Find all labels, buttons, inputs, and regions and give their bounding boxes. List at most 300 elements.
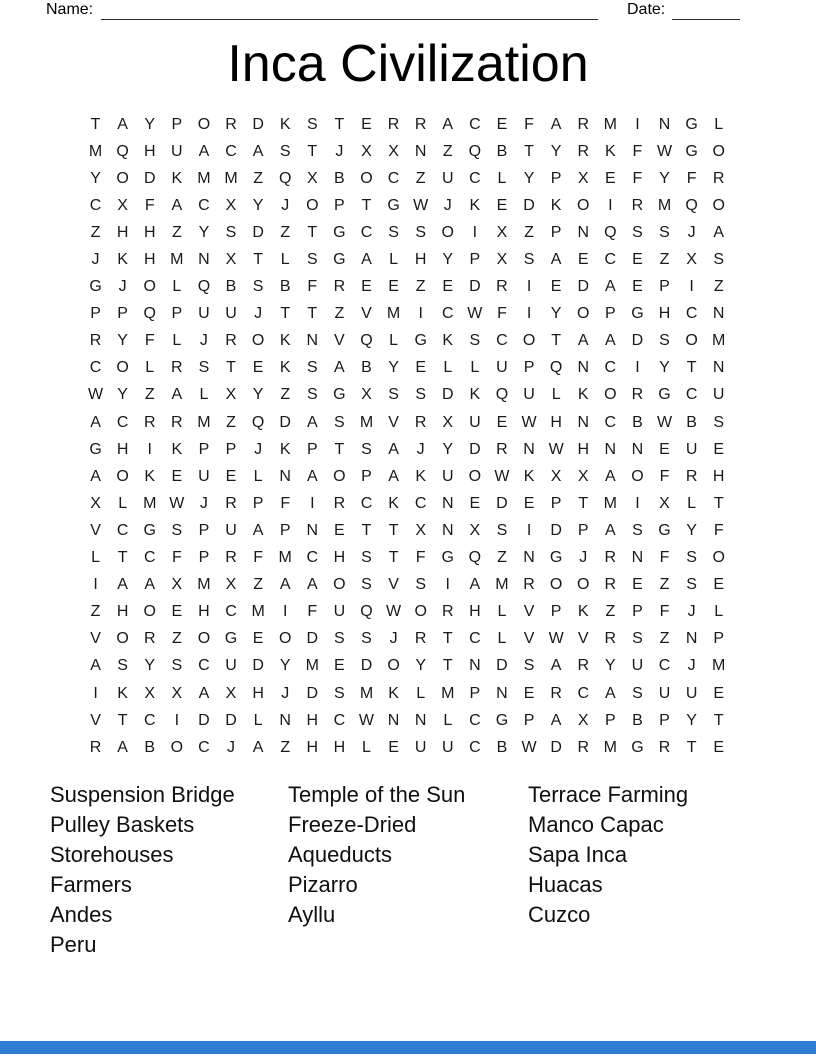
grid-letter: K (279, 332, 291, 350)
grid-letter: X (361, 386, 372, 404)
grid-letter: Q (116, 142, 129, 160)
grid-letter: I (526, 278, 532, 296)
grid-letter: V (90, 711, 101, 729)
grid-letter: Z (524, 223, 534, 241)
grid-letter: Y (442, 440, 454, 458)
grid-letter: C (469, 169, 481, 187)
grid-letter: C (469, 630, 481, 648)
grid-letter: X (469, 521, 481, 539)
grid-letter: F (632, 169, 643, 187)
grid-letter: T (388, 549, 399, 567)
grid-letter: E (171, 467, 183, 485)
grid-letter: V (90, 630, 101, 648)
grid-letter: T (388, 521, 399, 539)
grid-letter: A (442, 115, 454, 133)
grid-letter: S (117, 657, 128, 675)
grid-letter: O (197, 115, 211, 133)
grid-letter: E (334, 657, 345, 675)
grid-letter: M (712, 332, 726, 350)
grid-letter: K (604, 142, 616, 160)
grid-letter: K (279, 115, 291, 133)
grid-letter: Q (495, 386, 509, 404)
grid-letter: S (306, 115, 318, 133)
grid-letter: E (713, 684, 725, 702)
grid-letter: R (333, 278, 346, 296)
word-list-column-2 (288, 780, 465, 930)
word-item: Manco Capac (528, 812, 664, 837)
grid-letter: Q (278, 169, 292, 187)
grid-letter: A (198, 142, 210, 160)
grid-letter: N (631, 440, 644, 458)
grid-letter: K (171, 440, 183, 458)
grid-letter: V (361, 305, 372, 323)
grid-letter: H (116, 603, 129, 621)
grid-letter: L (253, 711, 263, 729)
grid-letter: J (281, 684, 290, 702)
grid-letter: Q (251, 413, 265, 431)
grid-letter: J (416, 440, 425, 458)
grid-letter: M (278, 549, 292, 567)
grid-letter: C (469, 711, 481, 729)
grid-letter: C (360, 223, 373, 241)
grid-letter: X (550, 467, 562, 485)
grid-letter: C (116, 413, 129, 431)
grid-letter: H (414, 251, 427, 269)
grid-letter: D (577, 278, 590, 296)
word-list-column-1 (50, 780, 235, 960)
grid-letter: R (171, 359, 183, 377)
grid-letter: L (497, 603, 507, 621)
grid-letter: K (171, 169, 183, 187)
grid-letter: N (469, 657, 481, 675)
grid-letter: J (199, 332, 208, 350)
grid-letter: E (577, 251, 589, 269)
grid-letter: G (549, 549, 563, 567)
grid-letter: H (116, 440, 129, 458)
grid-letter: O (333, 576, 346, 594)
grid-letter: L (497, 169, 507, 187)
grid-letter: U (496, 359, 508, 377)
grid-letter: R (387, 115, 400, 133)
grid-letter: L (172, 278, 182, 296)
page-title: Inca Civilization (227, 35, 589, 93)
grid-letter: J (687, 603, 696, 621)
grid-letter: P (523, 359, 535, 377)
word-item: Ayllu (288, 902, 336, 927)
grid-letter: L (91, 549, 100, 567)
grid-letter: R (577, 115, 590, 133)
grid-letter: P (550, 169, 562, 187)
grid-letter: Z (713, 278, 724, 296)
grid-letter: H (252, 684, 264, 702)
grid-letter: J (579, 549, 588, 567)
grid-letter: D (198, 711, 210, 729)
grid-letter: Z (442, 142, 453, 160)
grid-letter: T (307, 223, 318, 241)
grid-letter: C (604, 413, 617, 431)
grid-letter: T (524, 142, 534, 160)
grid-letter: L (389, 251, 399, 269)
grid-letter: O (116, 359, 129, 377)
grid-letter: N (306, 332, 319, 350)
grid-letter: Q (360, 603, 373, 621)
grid-letter: N (712, 359, 725, 377)
grid-letter: D (252, 115, 264, 133)
grid-letter: S (659, 223, 670, 241)
grid-letter: P (90, 305, 101, 323)
grid-letter: U (658, 684, 671, 702)
grid-letter: S (523, 657, 535, 675)
grid-letter: J (118, 278, 127, 296)
grid-letter: F (497, 305, 507, 323)
grid-letter: T (334, 440, 345, 458)
grid-letter: M (359, 684, 374, 702)
grid-letter: D (469, 278, 481, 296)
grid-letter: O (577, 196, 590, 214)
grid-letter: U (469, 413, 481, 431)
grid-letter: R (577, 142, 590, 160)
grid-letter: B (225, 278, 237, 296)
grid-letter: N (577, 413, 590, 431)
grid-letter: X (225, 251, 237, 269)
grid-letter: M (495, 576, 509, 594)
grid-letter: S (225, 223, 237, 241)
grid-letter: N (279, 467, 291, 485)
grid-letter: J (254, 440, 263, 458)
grid-letter: Y (604, 657, 616, 675)
grid-letter: M (603, 494, 617, 512)
grid-letter: H (333, 738, 346, 756)
grid-letter: C (333, 711, 346, 729)
grid-letter: H (712, 467, 725, 485)
grid-letter: O (712, 142, 725, 160)
grid-letter: A (604, 684, 616, 702)
grid-letter: V (388, 413, 399, 431)
grid-letter: T (578, 494, 589, 512)
grid-letter: S (334, 413, 345, 431)
grid-letter: R (604, 549, 617, 567)
grid-letter: Z (605, 603, 616, 621)
grid-letter: G (631, 305, 644, 323)
grid-letter: L (497, 630, 507, 648)
grid-letter: J (91, 251, 100, 269)
grid-letter: L (714, 603, 724, 621)
grid-letter: X (496, 223, 508, 241)
grid-letter: R (89, 332, 102, 350)
grid-letter: U (523, 386, 535, 404)
grid-letter: H (306, 711, 319, 729)
grid-letter: Y (523, 169, 535, 187)
grid-letter: M (224, 169, 238, 187)
grid-letter: D (631, 332, 644, 350)
grid-letter: N (631, 549, 644, 567)
grid-letter: I (635, 115, 640, 133)
grid-letter: O (631, 467, 644, 485)
grid-letter: P (577, 521, 589, 539)
grid-letter: R (225, 494, 237, 512)
grid-letter: N (712, 305, 725, 323)
grid-letter: G (89, 278, 102, 296)
grid-letter: E (550, 278, 562, 296)
word-item: Storehouses (50, 842, 174, 867)
name-blank-line (101, 0, 598, 20)
grid-letter: E (632, 278, 643, 296)
grid-letter: E (252, 630, 264, 648)
grid-letter: K (523, 467, 535, 485)
grid-letter: E (632, 576, 643, 594)
grid-letter: C (198, 196, 210, 214)
grid-letter: O (143, 278, 156, 296)
grid-letter: N (279, 711, 291, 729)
grid-letter: R (89, 738, 102, 756)
grid-letter: R (604, 630, 617, 648)
grid-letter: C (198, 738, 210, 756)
grid-letter: T (117, 711, 128, 729)
grid-letter: G (658, 386, 671, 404)
grid-letter: S (686, 549, 697, 567)
grid-letter: V (523, 630, 535, 648)
grid-letter: O (197, 630, 211, 648)
grid-letter: C (685, 386, 698, 404)
grid-letter: H (577, 440, 590, 458)
grid-letter: I (445, 576, 450, 594)
grid-letter: Y (686, 521, 697, 539)
grid-letter: W (413, 196, 429, 214)
grid-letter: Y (198, 223, 210, 241)
grid-letter: K (469, 386, 481, 404)
grid-letter: T (713, 711, 724, 729)
grid-letter: U (414, 738, 427, 756)
grid-letter: L (687, 494, 697, 512)
grid-letter: H (658, 305, 671, 323)
grid-letter: C (89, 359, 102, 377)
grid-letter: D (550, 738, 562, 756)
grid-letter: R (441, 603, 454, 621)
grid-letter: X (90, 494, 101, 512)
grid-letter: W (548, 440, 564, 458)
grid-letter: N (523, 440, 535, 458)
grid-letter: B (632, 413, 643, 431)
grid-letter: S (171, 521, 183, 539)
grid-letter: K (279, 440, 291, 458)
grid-letter: X (361, 142, 372, 160)
grid-letter: R (143, 630, 156, 648)
grid-letter: R (550, 684, 562, 702)
grid-letter: M (305, 657, 319, 675)
grid-letter: S (334, 630, 345, 648)
grid-letter: E (713, 576, 725, 594)
grid-letter: X (577, 711, 589, 729)
grid-letter: G (441, 549, 454, 567)
grid-letter: Z (415, 278, 426, 296)
grid-letter: L (443, 359, 453, 377)
grid-letter: S (415, 386, 426, 404)
grid-letter: O (251, 332, 265, 350)
grid-letter: R (631, 196, 644, 214)
word-item: Pulley Baskets (50, 812, 195, 837)
grid-letter: L (253, 467, 263, 485)
grid-letter: M (197, 576, 211, 594)
grid-letter: X (144, 684, 156, 702)
grid-letter: O (522, 332, 536, 350)
grid-letter: I (93, 576, 98, 594)
grid-letter: O (306, 196, 319, 214)
grid-letter: M (88, 142, 103, 160)
grid-letter: L (714, 115, 724, 133)
grid-letter: N (577, 223, 590, 241)
grid-letter: F (713, 521, 724, 539)
grid-letter: S (686, 576, 697, 594)
grid-letter: G (631, 738, 644, 756)
word-item: Andes (50, 902, 113, 927)
grid-letter: G (143, 521, 156, 539)
grid-letter: O (549, 576, 563, 594)
grid-letter: E (225, 467, 237, 485)
grid-letter: T (442, 657, 453, 675)
grid-letter: I (93, 684, 98, 702)
grid-letter: Y (117, 332, 128, 350)
grid-letter: M (143, 494, 157, 512)
grid-letter: A (550, 657, 562, 675)
grid-letter: H (333, 549, 346, 567)
grid-letter: T (226, 359, 236, 377)
grid-letter: Y (442, 251, 454, 269)
grid-letter: E (659, 440, 670, 458)
grid-letter: P (171, 305, 183, 323)
grid-letter: A (252, 142, 264, 160)
grid-letter: C (604, 251, 617, 269)
grid-letter: D (496, 494, 508, 512)
grid-letter: Z (253, 169, 263, 187)
grid-letter: R (685, 467, 698, 485)
grid-letter: N (414, 711, 427, 729)
grid-letter: Y (659, 359, 670, 377)
grid-letter: Y (252, 386, 264, 404)
grid-letter: S (306, 359, 318, 377)
grid-letter: X (225, 576, 237, 594)
grid-letter: Z (280, 386, 291, 404)
grid-letter: I (689, 278, 694, 296)
grid-letter: Y (550, 142, 562, 160)
grid-letter: F (659, 603, 670, 621)
grid-letter: E (442, 278, 454, 296)
grid-letter: P (279, 521, 291, 539)
grid-letter: K (415, 467, 426, 485)
grid-letter: J (687, 657, 696, 675)
grid-letter: K (388, 494, 399, 512)
grid-letter: U (685, 684, 698, 702)
grid-letter: F (659, 467, 670, 485)
grid-letter: S (415, 576, 426, 594)
grid-letter: F (307, 278, 318, 296)
grid-letter: I (635, 494, 640, 512)
grid-letter: J (335, 142, 344, 160)
grid-letter: L (443, 711, 453, 729)
grid-letter: S (279, 142, 291, 160)
grid-letter: N (198, 251, 210, 269)
grid-letter: E (334, 521, 345, 539)
grid-letter: A (713, 223, 725, 241)
grid-letter: L (172, 332, 182, 350)
grid-letter: I (418, 305, 423, 323)
grid-letter: O (170, 738, 184, 756)
grid-letter: F (144, 332, 155, 350)
grid-letter: I (526, 521, 532, 539)
grid-letter: Q (360, 332, 373, 350)
grid-letter: E (604, 169, 616, 187)
grid-letter: C (225, 603, 237, 621)
grid-letter: X (442, 413, 454, 431)
grid-letter: F (686, 169, 697, 187)
grid-letter: Z (171, 223, 182, 241)
word-item: Peru (50, 932, 97, 957)
grid-letter: E (252, 359, 264, 377)
grid-letter: O (360, 169, 373, 187)
grid-letter: R (631, 386, 644, 404)
grid-letter: M (441, 684, 455, 702)
grid-letter: U (198, 467, 210, 485)
grid-letter: H (469, 603, 481, 621)
grid-letter: G (224, 630, 238, 648)
grid-letter: J (227, 738, 236, 756)
word-item: Farmers (50, 872, 132, 897)
grid-letter: L (199, 386, 209, 404)
grid-letter: V (577, 630, 589, 648)
grid-letter: A (252, 738, 264, 756)
grid-letter: F (171, 549, 182, 567)
grid-letter: U (441, 738, 454, 756)
grid-letter: P (306, 440, 318, 458)
grid-letter: G (685, 115, 698, 133)
grid-letter: A (117, 738, 128, 756)
grid-letter: K (469, 196, 481, 214)
grid-letter: Z (171, 630, 182, 648)
grid-letter: P (469, 684, 481, 702)
word-list-column-3 (528, 780, 688, 930)
grid-letter: A (550, 115, 562, 133)
grid-letter: Z (280, 223, 291, 241)
grid-letter: E (361, 278, 372, 296)
grid-letter: N (441, 521, 454, 539)
grid-letter: N (577, 359, 590, 377)
grid-letter: R (414, 630, 427, 648)
grid-letter: F (524, 115, 534, 133)
grid-letter: I (310, 494, 315, 512)
grid-letter: W (494, 467, 510, 485)
grid-letter: U (441, 467, 454, 485)
grid-letter: S (496, 521, 508, 539)
grid-letter: Y (90, 169, 101, 187)
grid-letter: O (712, 196, 725, 214)
grid-letter: Y (550, 305, 562, 323)
grid-letter: O (441, 223, 454, 241)
grid-letter: A (604, 521, 616, 539)
grid-letter: F (632, 142, 643, 160)
grid-letter: Y (415, 657, 426, 675)
grid-letter: A (550, 711, 562, 729)
grid-letter: A (279, 576, 291, 594)
grid-letter: S (659, 332, 670, 350)
grid-letter: I (147, 440, 152, 458)
grid-letter: O (116, 169, 129, 187)
grid-letter: P (632, 603, 643, 621)
grid-letter: O (116, 630, 129, 648)
grid-letter: A (171, 386, 183, 404)
grid-letter: S (361, 630, 372, 648)
grid-letter: T (90, 115, 101, 133)
grid-letter: M (603, 738, 617, 756)
grid-letter: B (279, 278, 291, 296)
